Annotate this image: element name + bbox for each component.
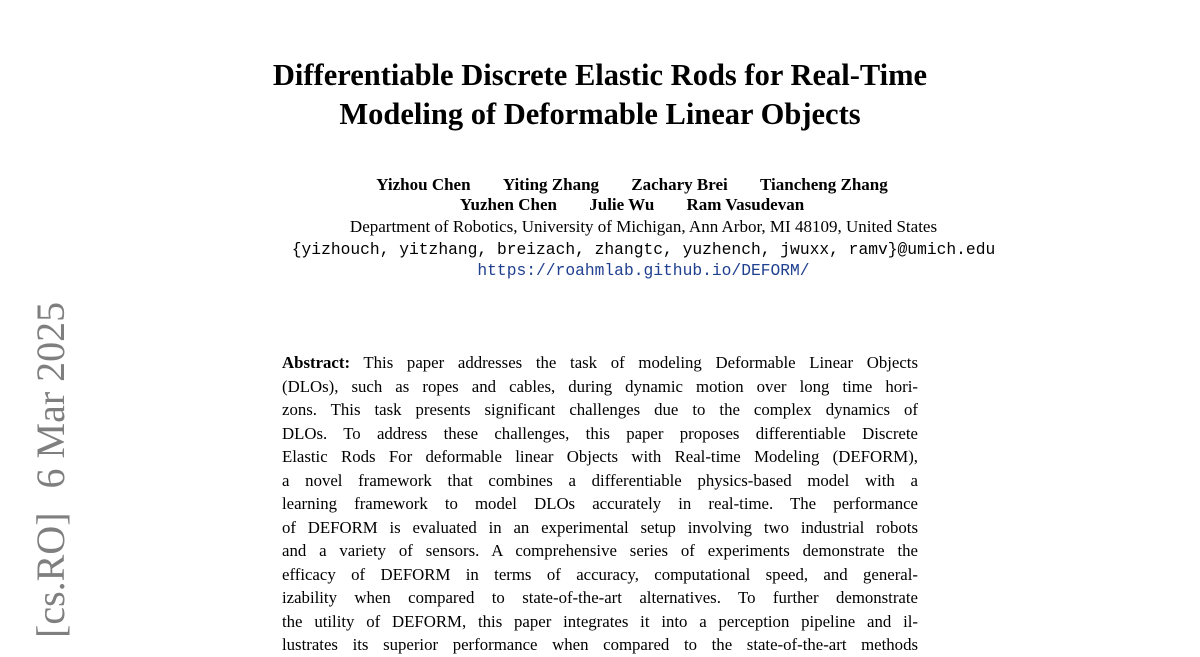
author-name: Julie Wu xyxy=(589,195,655,214)
author-row-1 xyxy=(0,175,1200,195)
abstract-text: This paper addresses the task of modeling Deformable Linear Objects xyxy=(350,353,918,372)
abstract-line: lustrates its superior performance when compared to the state-of-the-art methods xyxy=(282,635,918,654)
abstract-line: learning framework to model DLOs accurately in real-time. The performance xyxy=(282,494,918,513)
arxiv-date: 6 Mar 2025 xyxy=(28,301,73,489)
abstract-label: Abstract: xyxy=(282,353,351,372)
abstract-line xyxy=(282,351,918,375)
abstract-line: Elastic Rods For deformable linear Objects with Real-time Modeling (DEFORM), xyxy=(282,447,918,466)
arxiv-category: [cs.RO] xyxy=(28,512,73,638)
abstract-line: zons. This task presents significant challenges due to the complex dynamics of xyxy=(282,400,918,419)
project-link[interactable]: https://roahmlab.github.io/DEFORM/ xyxy=(477,261,810,280)
abstract-line: izability when compared to state-of-the-art alternatives. To further demonstrate xyxy=(282,588,918,607)
author-name: Yuzhen Chen xyxy=(459,195,557,214)
author-emails: {yizhouch, yitzhang, breizach, zhangtc, yuzhench, jwuxx, ramv}@umich.edu xyxy=(291,240,996,259)
author-name: Ram Vasudevan xyxy=(686,195,805,214)
author-name: Zachary Brei xyxy=(631,175,728,194)
abstract-line: efficacy of DEFORM in terms of accuracy, computational speed, and general- xyxy=(282,564,918,584)
abstract-line: and a variety of sensors. A comprehensive series of experiments demonstrate the xyxy=(282,541,918,560)
abstract-line: of DEFORM is evaluated in an experimental setup involving two industrial robots xyxy=(282,517,918,537)
author-row-2 xyxy=(0,195,1200,215)
affiliation: Department of Robotics, University of Michigan, Ann Arbor, MI 48109, United States xyxy=(349,217,938,236)
abstract-line: (DLOs), such as ropes and cables, during dynamic motion over long time hori- xyxy=(282,376,918,396)
abstract-line: a novel framework that combines a differentiable physics-based model with a xyxy=(282,470,918,490)
abstract-line: the utility of DEFORM, this paper integrates it into a perception pipeline and il- xyxy=(282,611,918,631)
abstract-line: DLOs. To address these challenges, this paper proposes differentiable Discrete xyxy=(282,423,918,443)
author-name: Yizhou Chen xyxy=(376,175,471,194)
author-name: Tiancheng Zhang xyxy=(760,175,888,194)
author-name: Yiting Zhang xyxy=(502,175,600,194)
abstract xyxy=(282,351,918,657)
arxiv-sidebar xyxy=(28,301,74,638)
title-line-1: Differentiable Discrete Elastic Rods for Real-Time xyxy=(272,58,928,92)
author-list xyxy=(0,175,1200,215)
arxiv-stamp xyxy=(28,301,74,638)
paper-title xyxy=(0,56,1200,134)
title-line-2: Modeling of Deformable Linear Objects xyxy=(339,97,861,131)
